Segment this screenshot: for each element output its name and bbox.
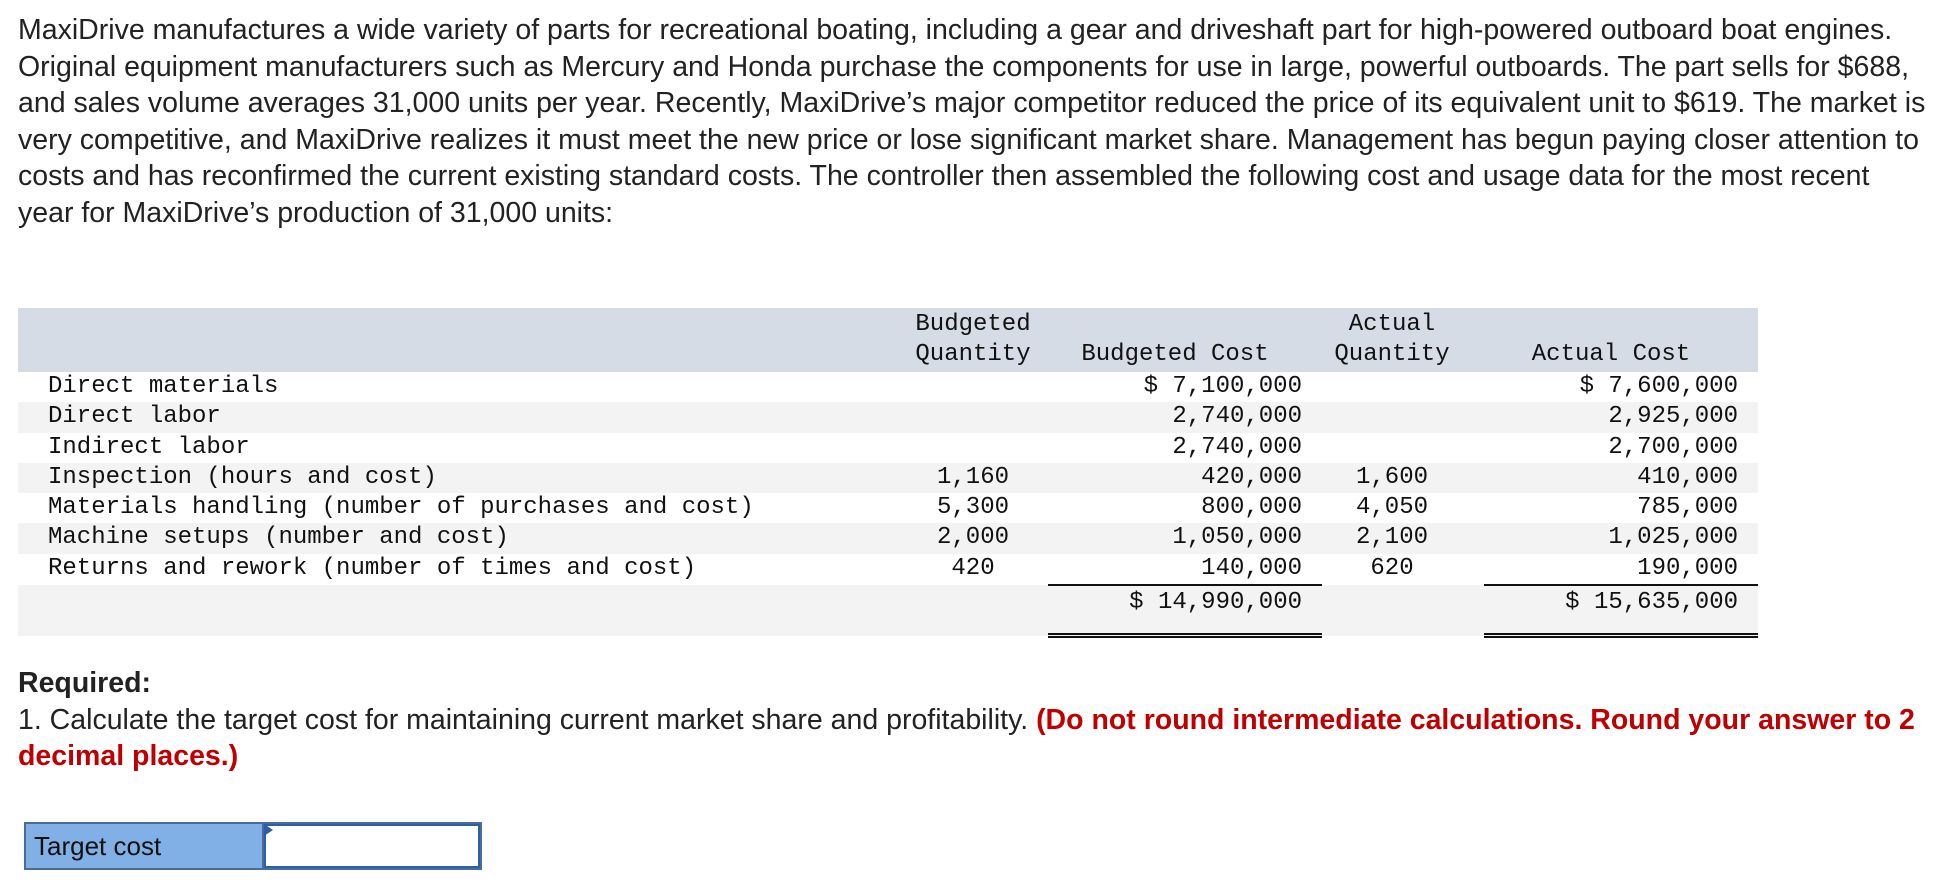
budgeted-cost-total: $ 14,990,000 <box>1048 585 1322 636</box>
actual-cost-cell: 785,000 <box>1484 493 1758 523</box>
actual-quantity-cell: 4,050 <box>1322 493 1462 523</box>
actual-quantity-header-line1: Actual <box>1348 311 1436 338</box>
target-cost-label: Target cost <box>26 824 264 868</box>
row-label: Machine setups (number and cost) <box>18 523 898 553</box>
required-question: 1. Calculate the target cost for maintaining current market share and profitability. <box>18 703 1029 736</box>
actual-quantity-cell: 2,100 <box>1322 523 1462 553</box>
budgeted-quantity-cell: 1,160 <box>898 463 1048 493</box>
label-column-header <box>18 308 898 372</box>
budgeted-quantity-header-line2: Quantity <box>915 341 1031 368</box>
actual-quantity-cell <box>1322 372 1462 402</box>
target-cost-input[interactable] <box>264 824 480 868</box>
row-label: Inspection (hours and cost) <box>18 463 898 493</box>
actual-cost-cell: 2,700,000 <box>1484 433 1758 463</box>
budgeted-cost-cell: 2,740,000 <box>1048 433 1322 463</box>
budgeted-cost-cell: 140,000 <box>1048 554 1322 585</box>
table-row <box>18 433 1758 463</box>
budgeted-quantity-cell <box>898 372 1048 402</box>
row-label: Direct materials <box>18 372 898 402</box>
actual-quantity-cell: 1,600 <box>1322 463 1462 493</box>
budgeted-cost-cell: 1,050,000 <box>1048 523 1322 553</box>
actual-quantity-cell <box>1322 402 1462 432</box>
budgeted-cost-header: Budgeted Cost <box>1048 308 1322 372</box>
table-row <box>18 523 1758 553</box>
required-section <box>18 665 1928 775</box>
cost-usage-table <box>18 308 1758 638</box>
table-row <box>18 554 1758 585</box>
budgeted-quantity-cell <box>898 402 1048 432</box>
actual-quantity-header <box>1322 308 1462 372</box>
budgeted-cost-cell: 420,000 <box>1048 463 1322 493</box>
budgeted-quantity-cell: 5,300 <box>898 493 1048 523</box>
table-header-row <box>18 308 1758 372</box>
actual-cost-cell: 1,025,000 <box>1484 523 1758 553</box>
actual-cost-header: Actual Cost <box>1484 308 1758 372</box>
answer-marker-icon <box>264 824 273 836</box>
actual-cost-cell: 2,925,000 <box>1484 402 1758 432</box>
row-label: Materials handling (number of purchases and cost) <box>18 493 898 523</box>
actual-quantity-cell: 620 <box>1322 554 1462 585</box>
actual-cost-cell: $ 7,600,000 <box>1484 372 1758 402</box>
target-cost-answer-row <box>24 822 482 870</box>
actual-cost-cell: 410,000 <box>1484 463 1758 493</box>
table-row <box>18 402 1758 432</box>
table-row <box>18 372 1758 402</box>
rounding-instruction: (Do not round intermediate calculations. Round your answer to 2 decimal places.) <box>18 703 1915 772</box>
row-label: Direct labor <box>18 402 898 432</box>
actual-cost-total: $ 15,635,000 <box>1484 585 1758 636</box>
budgeted-cost-cell: 800,000 <box>1048 493 1322 523</box>
budgeted-cost-cell: $ 7,100,000 <box>1048 372 1322 402</box>
budgeted-cost-cell: 2,740,000 <box>1048 402 1322 432</box>
table-row <box>18 463 1758 493</box>
table-row <box>18 493 1758 523</box>
budgeted-quantity-cell: 2,000 <box>898 523 1048 553</box>
actual-quantity-cell <box>1322 433 1462 463</box>
budgeted-quantity-cell: 420 <box>898 554 1048 585</box>
budgeted-quantity-header-line1: Budgeted <box>915 311 1031 338</box>
required-heading: Required: <box>18 667 152 699</box>
row-label: Returns and rework (number of times and cost) <box>18 554 898 585</box>
budgeted-quantity-header <box>898 308 1048 372</box>
totals-row <box>18 585 1758 636</box>
actual-cost-cell: 190,000 <box>1484 554 1758 585</box>
problem-intro: MaxiDrive manufactures a wide variety of parts for recreational boating, including a gear and driveshaft part for high-powered outboard boat engines. Original equipment manufacturers such as Mercury and Honda purchase the components for use in large, powerful outboards. The part sells for $688, and sales volume averages 31,000 units per year. Recently, MaxiDrive’s major competitor reduced the price of its equivalent unit to $619. The market is very competitive, and MaxiDrive realizes it must meet the new price or lose significant market share. Management has begun paying closer attention to costs and has reconfirmed the current existing standard costs. The controller then assembled the following cost and usage data for the most recent year for MaxiDrive’s production of 31,000 units: <box>18 14 1926 229</box>
row-label: Indirect labor <box>18 433 898 463</box>
budgeted-quantity-cell <box>898 433 1048 463</box>
actual-quantity-header-line2: Quantity <box>1334 341 1450 368</box>
